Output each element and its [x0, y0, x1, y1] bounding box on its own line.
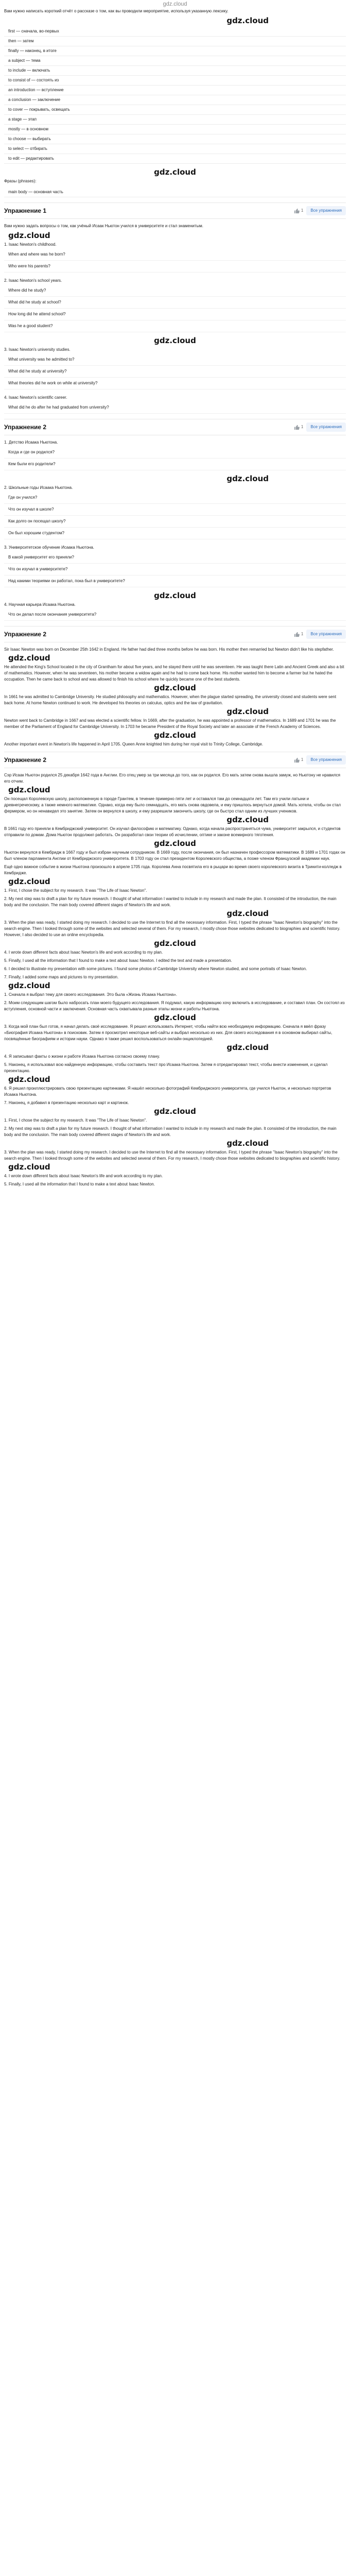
- question-item: Над какими теориями он работал, пока был в университете?: [4, 575, 346, 587]
- likes[interactable]: [294, 424, 303, 430]
- numbered-item: 1. First, I chose the subject for my research. It was "The Life of Isaac Newton".: [4, 1118, 147, 1123]
- biography-ru: [4, 772, 346, 876]
- question-group: [4, 545, 346, 587]
- all-exercises-button[interactable]: Все упражнения: [306, 755, 346, 765]
- numbered-item: 1. Сначала я выбрал тему для своего исследования. Это была «Жизнь Исаака Ньютона».: [4, 992, 178, 997]
- watermark: gdz.cloud: [154, 167, 196, 177]
- watermark: gdz.cloud: [8, 1162, 50, 1172]
- numbered-item: 2. Моим следующим шагом было набросать план моего будущего исследования. Я подумал, какую информацию хочу включить в исследование, и составил план. Он состоял из вступления, основной части и заключения. Основная часть охватывала разные этапы жизни и работы Ньютона.: [4, 1001, 345, 1011]
- report-en: [4, 888, 346, 980]
- question-item: В какой университет его приняли?: [4, 552, 346, 564]
- vocab-item: then — затем: [4, 37, 346, 46]
- vocab-item: to consist of — состоять из: [4, 76, 346, 86]
- numbered-item: 2. My next step was to draft a plan for my future research. I thought of what information I wanted to include in my research and made the plan. It consisted of the introduction, the main body and the conclusion. The main body covered different stages of Newton's life and work.: [4, 896, 337, 907]
- question-item: How long did he attend school?: [4, 309, 346, 320]
- vocab-item: mostly — в основном: [4, 125, 346, 134]
- thumbs-up-icon: [294, 632, 300, 637]
- report-ru: [4, 992, 346, 1106]
- numbered-item: 6. Я решил проиллюстрировать свою презентацию картинками. Я нашёл несколько фотографий Кембриджского университета, где учился Ньютон, и несколько портретов Исаака Ньютона.: [4, 1086, 331, 1097]
- question-group-title: 4. Научная карьера Исаака Ньютона.: [4, 602, 76, 607]
- watermark: gdz.cloud: [154, 1013, 196, 1022]
- likes[interactable]: [294, 208, 303, 214]
- numbered-item: 3. When the plan was ready, I started doing my research. I decided to use the Internet to find all the necessary information. First, I typed the phrase "Isaac Newton's biography" into the search engine. Then I looked through some of the websites and selected several of them. For my research, I mostly chose those websites dedicated to biographies and scientific history.: [4, 1150, 340, 1161]
- question-group: [4, 602, 346, 621]
- exercise-title: Упражнение 2: [4, 631, 46, 638]
- watermark: gdz.cloud: [226, 1043, 269, 1052]
- vocab-item: to cover — покрывать, освещать: [4, 105, 346, 115]
- exercise-header: [4, 202, 346, 219]
- numbered-item: 4. Я записывал факты о жизни и работе Исаака Ньютона согласно своему плану.: [4, 1054, 160, 1059]
- watermark: gdz.cloud: [154, 839, 196, 848]
- phrase-item: main body — основная часть: [4, 188, 346, 197]
- numbered-item: 2. My next step was to draft a plan for my future research. I thought of what information I wanted to include in my research and made the plan. It consisted of the introduction, the main body and the conclusion. The main body covered different stages of Newton's life and work.: [4, 1126, 337, 1137]
- report-en-repeat: [4, 1117, 346, 1188]
- numbered-item: 5. Finally, I used all the information that I found to make a text about Isaac Newton.: [4, 1182, 155, 1187]
- question-group: [4, 485, 346, 539]
- question-group-title: 2. Школьные годы Исаака Ньютона.: [4, 485, 73, 490]
- likes-count: 1: [301, 757, 304, 762]
- numbered-item: 7. Finally, I added some maps and pictures to my presentation.: [4, 975, 119, 979]
- question-item: Who were his parents?: [4, 261, 346, 273]
- exercise-intro: Вам нужно задать вопросы о том, как учёный Исаак Ньютон учился в университете и стал знаменитым.: [4, 224, 204, 228]
- exercise-title: Упражнение 2: [4, 423, 46, 431]
- all-exercises-button[interactable]: Все упражнения: [306, 422, 346, 432]
- watermark: gdz.cloud: [226, 707, 269, 716]
- vocab-item: a stage — этап: [4, 115, 346, 125]
- paragraph: Another important event in Newton's life happened in April 1705. Queen Anne knighted him during her royal visit to Trinity College, Cambridge.: [4, 742, 264, 747]
- vocab-item: to edit — редактировать: [4, 154, 346, 164]
- question-item: What university was he admitted to?: [4, 354, 346, 366]
- vocab-list: [4, 27, 346, 164]
- question-group: [4, 347, 346, 389]
- numbered-item: 6. I decided to illustrate my presentation with some pictures. I found some photos of Cambridge University where Newton studied, and some portraits of Isaac Newton.: [4, 967, 307, 971]
- question-group: [4, 395, 346, 414]
- watermark: gdz.cloud: [226, 909, 269, 918]
- paragraph: In 1661 he was admitted to Cambridge University. He studied philosophy and mathematics. However, when the plague started spreading, the university closed and students were sent back home. At home Newton continued to work. He developed his theories on calculus, optics and the law of gravitation.: [4, 694, 337, 705]
- question-group: [4, 242, 346, 273]
- question-item: Кем были его родители?: [4, 459, 346, 470]
- watermark: gdz.cloud: [226, 474, 269, 483]
- question-group-title: 2. Isaac Newton's school years.: [4, 278, 62, 283]
- paragraph: В 1661 году его приняли в Кембриджский университет. Он изучал философию и математику. Однако, когда начала распространяться чума, университет закрылся, и студентов отправили по домам. Дома Ньютон продолжил работать. Он разработал свои теории об исчислении, оптике и законе всемирного тяготения.: [4, 826, 341, 837]
- page: [0, 0, 350, 1194]
- paragraph: Ещё одно важное событие в жизни Ньютона произошло в апреле 1705 года. Королева Анна посвятила его в рыцари во время своего королевского визита в Тринити-колледж в Кембридже.: [4, 865, 342, 875]
- watermark: gdz.cloud: [226, 16, 269, 25]
- question-group-title: 3. Университетское обучение Исаака Ньютона.: [4, 545, 94, 550]
- numbered-item: 4. I wrote down different facts about Isaac Newton's life and work according to my plan.: [4, 1174, 163, 1178]
- question-group-title: 4. Isaac Newton's scientific career.: [4, 395, 67, 400]
- likes[interactable]: [294, 757, 303, 763]
- vocab-item: first — сначала, во-первых: [4, 27, 346, 37]
- likes[interactable]: [294, 631, 303, 637]
- paragraph: Он посещал Королевскую школу, расположенную в городе Грантем, в течение примерно пяти лет и оставался там до семнадцати лет. Там его учили латыни и древнегреческому, а также немного математике. Однако, когда ему было семнадцать, его мать снова овдовела, и ему пришлось вернуться домой. Мать хотела, чтобы он стал фермером, но он ненавидел это занятие. Затем он вернулся в школу, и ему разрешили закончить школу, где он быстро стал одним из лучших учеников.: [4, 796, 341, 814]
- question-item: Was he a good student?: [4, 320, 346, 332]
- exercise-header: [4, 626, 346, 642]
- watermark: gdz.cloud: [8, 981, 50, 990]
- question-item: Когда и где он родился?: [4, 447, 346, 459]
- question-item: Что он изучал в университете?: [4, 564, 346, 575]
- question-group-title: 3. Isaac Newton's university studies.: [4, 347, 71, 352]
- watermark: gdz.cloud: [154, 939, 196, 948]
- numbered-item: 7. Наконец, я добавил в презентацию несколько карт и картинок.: [4, 1100, 129, 1105]
- watermark: gdz.cloud: [226, 815, 269, 824]
- phrases-label: Фразы (phrases):: [4, 179, 37, 183]
- watermark: gdz.cloud: [154, 336, 196, 345]
- watermark: gdz.cloud: [154, 1107, 196, 1116]
- watermark: gdz.cloud: [226, 1139, 269, 1148]
- question-group: [4, 439, 346, 470]
- question-item: When and where was he born?: [4, 249, 346, 261]
- question-item: What did he study at university?: [4, 366, 346, 378]
- all-exercises-button[interactable]: Все упражнения: [306, 630, 346, 639]
- question-group: [4, 278, 346, 332]
- watermark: gdz.cloud: [8, 231, 50, 240]
- exercise-header: [4, 419, 346, 435]
- watermark: gdz.cloud: [8, 877, 50, 886]
- biography-en: [4, 647, 346, 748]
- likes-count: 1: [301, 632, 304, 636]
- thumbs-up-icon: [294, 208, 300, 214]
- question-item: Что он изучал в школе?: [4, 504, 346, 516]
- intro-text: Вам нужно написать короткий отчёт о рассказе о том, как вы проводили мероприятие, используя указанную лексику.: [4, 9, 229, 13]
- top-watermark: gdz.cloud: [163, 1, 187, 7]
- thumbs-up-icon: [294, 425, 300, 430]
- watermark: gdz.cloud: [154, 591, 196, 600]
- paragraph: Сэр Исаак Ньютон родился 25 декабря 1642 года в Англии. Его отец умер за три месяца до того, как он родился. Его мать затем снова вышла замуж, но Ньютону не нравился его отчим.: [4, 773, 340, 784]
- watermark: gdz.cloud: [8, 653, 50, 663]
- paragraph: Newton went back to Cambridge in 1667 and was elected a scientific fellow. In 1669, after the graduation, he was appointed a professor of mathematics. In 1689 and 1701 he was the member of the Parliament of England for Cambridge University. In 1703 he became President of the Royal Society and later an associate of the French Academy of Sciences.: [4, 718, 336, 729]
- numbered-item: 5. Наконец, я использовал всю найденную информацию, чтобы составить текст про Исаака Ньютона. Затем я отредактировал текст, чтобы внести изменения, и сделал презентацию.: [4, 1062, 328, 1073]
- vocab-item: a subject — тема: [4, 56, 346, 66]
- phrases-list: [4, 188, 346, 197]
- paragraph: He attended the King's School located in the city of Grantham for about five years, and he stayed there until he was seventeen. He was taught there Latin and Ancient Greek and also a bit of mathematics. However, when he was seventeen, his mother became a widow again and he had to come back home. His mother wanted him to become a farmer but he hated the occupation. Then he came back to school and was allowed to finish his school where he quickly became one of the best students.: [4, 665, 344, 682]
- exercise-header: [4, 752, 346, 768]
- vocab-item: an introduction — вступление: [4, 86, 346, 95]
- all-exercises-button[interactable]: Все упражнения: [306, 206, 346, 215]
- watermark: gdz.cloud: [8, 785, 50, 794]
- question-item: What theories did he work on while at university?: [4, 378, 346, 389]
- question-item: Где он учился?: [4, 492, 346, 504]
- watermark: gdz.cloud: [154, 731, 196, 740]
- paragraph: Ньютон вернулся в Кембридж в 1667 году и был избран научным сотрудником. В 1669 году, после окончания, он был назначен профессором математики. В 1689 и 1701 годах он был членом парламента Англии от Кембриджского университета. В 1703 году он стал президентом Королевского общества, а позже членом Французской академии наук.: [4, 850, 345, 861]
- vocab-item: to choose — выбирать: [4, 134, 346, 144]
- vocab-item: to select — отбирать: [4, 144, 346, 154]
- vocab-item: finally — наконец, в итоге: [4, 46, 346, 56]
- numbered-item: 5. Finally, I used all the information that I found to make a text about Isaac Newton. I edited the text and made a presentation.: [4, 958, 232, 963]
- numbered-item: 3. When the plan was ready, I started doing my research. I decided to use the Internet to find all the necessary information. First, I typed the phrase "Isaac Newton's biography" into the search engine. Then I looked through some of the websites and selected several of them. For my research, I mostly chose those websites dedicated to biographies and scientific history. However, I also decided to use an online encyclopedia.: [4, 920, 340, 937]
- question-item: What did he study at school?: [4, 297, 346, 309]
- exercise-title: Упражнение 2: [4, 756, 46, 764]
- likes-count: 1: [301, 208, 304, 213]
- vocab-item: a conclusion — заключение: [4, 95, 346, 105]
- question-item: Что он делал после окончания университета?: [4, 609, 346, 621]
- thumbs-up-icon: [294, 757, 300, 763]
- numbered-item: 3. Когда мой план был готов, я начал делать своё исследование. Я решил использовать Интернет, чтобы найти всю необходимую информацию. Сначала я ввёл фразу «Биография Исаака Ньютона» в поисковик. Затем я просмотрел некоторые веб-сайты и выбрал несколько из них. Для своего исследования я в основном выбирал сайты, посвящённые биографиям и истории науки. Однако я также решил воспользоваться онлайн-энциклопедией.: [4, 1024, 332, 1041]
- question-item: Он был хорошим студентом?: [4, 528, 346, 539]
- numbered-item: 4. I wrote down different facts about Isaac Newton's life and work according to my plan.: [4, 950, 163, 955]
- question-item: Where did he study?: [4, 285, 346, 297]
- numbered-item: 1. First, I chose the subject for my research. It was "The Life of Isaac Newton".: [4, 888, 147, 893]
- paragraph: Sir Isaac Newton was born on December 25th 1642 in England. He father had died three months before he was born. His mother then remarried but Newton didn't like his stepfather.: [4, 647, 334, 652]
- vocab-item: to include — включать: [4, 66, 346, 76]
- watermark: gdz.cloud: [8, 1075, 50, 1084]
- question-item: Как долго он посещал школу?: [4, 516, 346, 528]
- likes-count: 1: [301, 425, 304, 429]
- question-group-title: 1. Isaac Newton's childhood.: [4, 242, 57, 247]
- exercise-title: Упражнение 1: [4, 207, 46, 214]
- question-group-title: 1. Детство Исаака Ньютона.: [4, 440, 58, 445]
- watermark: gdz.cloud: [154, 683, 196, 692]
- question-item: What did he do after he had graduated from university?: [4, 402, 346, 414]
